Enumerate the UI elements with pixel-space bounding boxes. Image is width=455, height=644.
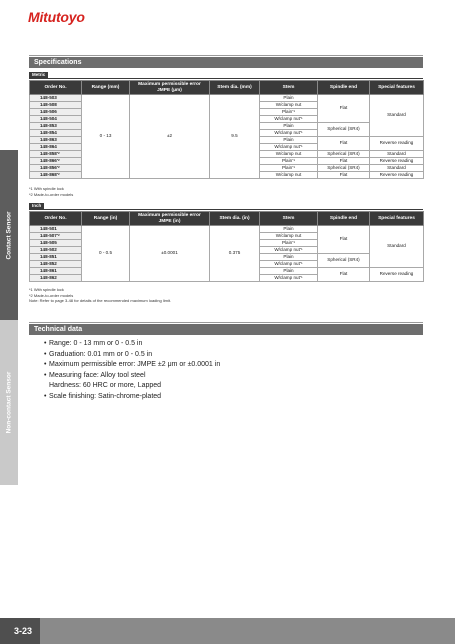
section-title-specifications: Specifications xyxy=(29,57,423,68)
table-row: 148-866$^{*2}$ Plain$^{*1}$ Flat Reverse reading xyxy=(30,158,424,165)
features-cell: Standard xyxy=(370,226,424,268)
stem-cell: Plain xyxy=(260,137,318,144)
range-cell: 0 - 0.5 xyxy=(82,226,130,282)
spindle-end-cell: Flat xyxy=(318,137,370,151)
col-stem: Stem xyxy=(260,81,318,95)
order-number: 148-862 xyxy=(40,274,57,280)
col-special-features: Special features xyxy=(370,81,424,95)
order-number: 148-508 xyxy=(40,101,57,107)
features-cell: Reverse reading xyxy=(370,158,424,165)
list-item: • Measuring face: Alloy tool steel xyxy=(44,371,146,379)
stem-cell: W/clamp nut$^{*1}$ xyxy=(260,130,318,137)
spindle-end-cell: Spherical (SR4) xyxy=(318,123,370,137)
range-cell: 0 - 13 xyxy=(82,95,130,179)
table-row: 148-856$^{*2}$ Plain$^{*1}$ Spherical (SR4) Standard xyxy=(30,165,424,172)
section-title-technical-data: Technical data xyxy=(29,324,423,335)
col-stem: Stem xyxy=(260,212,318,226)
list-item: • Range: 0 - 13 mm or 0 - 0.5 in xyxy=(44,340,143,347)
spindle-end-cell: Flat xyxy=(318,95,370,123)
features-cell: Standard xyxy=(370,165,424,172)
stem-cell: Plain$^{*1}$ xyxy=(260,158,318,165)
stem-cell: Plain$^{*1}$ xyxy=(260,109,318,116)
table-row xyxy=(30,226,424,233)
order-number: 148-502 xyxy=(40,246,57,252)
metric-divider xyxy=(29,78,423,79)
table-row xyxy=(30,95,424,102)
order-number: 148-868 xyxy=(40,171,57,177)
features-cell: Standard xyxy=(370,151,424,158)
stem-cell: Plain$^{*1}$ xyxy=(260,240,318,247)
col-order-no: Order No. xyxy=(30,212,82,226)
stem-cell: W/clamp nut xyxy=(260,102,318,109)
inch-footnotes: *1 With spindle lock *2 Made-to-order models Note: Refer to page 3-48 for details of the recommended maximum loading limit. xyxy=(29,287,172,303)
table-header-row xyxy=(30,212,424,226)
table-row: 148-868$^{*2}$ W/clamp nut Flat Reverse reading xyxy=(30,172,424,179)
spindle-end-cell: Flat xyxy=(318,268,370,282)
features-cell: Reverse reading xyxy=(370,268,424,282)
stem-cell: Plain xyxy=(260,123,318,130)
metric-spec-table xyxy=(29,80,424,179)
col-special-features: Special features xyxy=(370,212,424,226)
inch-spec-table xyxy=(29,211,424,282)
metric-footnotes: *1 With spindle lock *2 Made-to-order models xyxy=(29,186,74,197)
order-number: 148-504 xyxy=(40,115,57,121)
stem-cell: W/clamp nut xyxy=(260,151,318,158)
section-rule xyxy=(29,55,423,56)
stem-cell: Plain xyxy=(260,268,318,275)
stem-cell: W/clamp nut$^{*1}$ xyxy=(260,116,318,123)
col-order-no: Order No. xyxy=(30,81,82,95)
features-cell: Reverse reading xyxy=(370,172,424,179)
col-mpe: Maximum permissible error JMPE (in) xyxy=(130,212,210,226)
stem-cell: W/clamp nut xyxy=(260,233,318,240)
spindle-end-cell: Spherical (SR4) xyxy=(318,151,370,158)
stem-cell: W/clamp nut$^{*1}$ xyxy=(260,144,318,151)
stem-cell: Plain xyxy=(260,226,318,233)
order-number: 148-858 xyxy=(40,150,57,156)
stem-cell: W/clamp nut xyxy=(260,172,318,179)
order-number: 148-505 xyxy=(40,239,57,245)
stem-cell: W/clamp nut$^{*1}$ xyxy=(260,275,318,282)
stem-dia-cell: 0.375 xyxy=(210,226,260,282)
stem-cell: Plain xyxy=(260,254,318,261)
section-rule xyxy=(29,322,423,323)
order-number: 148-864 xyxy=(40,143,57,149)
spindle-end-cell: Flat xyxy=(318,172,370,179)
table-header-row xyxy=(30,81,424,95)
col-spindle-end: Spindle end xyxy=(318,81,370,95)
col-mpe: Maximum permissible error JMPE (μm) xyxy=(130,81,210,95)
order-number: 148-861 xyxy=(40,267,57,273)
order-number: 148-506 xyxy=(40,108,57,114)
spindle-end-cell: Flat xyxy=(318,158,370,165)
list-item: • Graduation: 0.01 mm or 0 - 0.5 in xyxy=(44,350,153,358)
list-item: • Scale finishing: Satin-chrome-plated xyxy=(44,392,162,400)
order-number: 148-851 xyxy=(40,253,57,259)
spindle-end-cell: Spherical (SR4) xyxy=(318,165,370,172)
order-number: 148-503 xyxy=(40,94,57,100)
order-number: 148-854 xyxy=(40,129,57,135)
table-row: 148-858$^{*2}$ W/clamp nut Spherical (SR4) Standard xyxy=(30,151,424,158)
col-spindle-end: Spindle end xyxy=(318,212,370,226)
table-row: 148-507$^{*2}$ W/clamp nut xyxy=(30,233,424,240)
stem-cell: W/clamp nut$^{*1}$ xyxy=(260,261,318,268)
order-number: 148-856 xyxy=(40,164,57,170)
spindle-end-cell: Spherical (SR4) xyxy=(318,254,370,268)
col-stem-dia: Stem dia. (mm) xyxy=(210,81,260,95)
inch-divider xyxy=(29,209,423,210)
col-stem-dia: Stem dia. (in) xyxy=(210,212,260,226)
inch-tag: Inch xyxy=(29,203,44,209)
side-tab-contact-sensor[interactable]: Contact Sensor xyxy=(0,150,18,320)
brand-logo: Mitutoyo xyxy=(28,9,85,25)
order-number: 148-866 xyxy=(40,157,57,163)
list-item: • Maximum permissible error: JMPE ±2 μm or ±0.0001 in xyxy=(44,361,221,368)
features-cell: Standard xyxy=(370,95,424,137)
order-number: 148-863 xyxy=(40,136,57,142)
page-number: 3-23 xyxy=(0,618,40,644)
order-number: 148-852 xyxy=(40,260,57,266)
technical-data-list xyxy=(44,339,220,402)
features-cell: Reverse reading xyxy=(370,137,424,151)
order-number: 148-507 xyxy=(40,232,57,238)
stem-dia-cell: 9.5 xyxy=(210,95,260,179)
side-tab-noncontact-sensor[interactable]: Non-contact Sensor xyxy=(0,320,18,485)
mpe-cell: ±2 xyxy=(130,95,210,179)
spindle-end-cell: Flat xyxy=(318,226,370,254)
page-footer xyxy=(0,618,455,644)
col-range: Range (mm) xyxy=(82,81,130,95)
order-number: 148-853 xyxy=(40,122,57,128)
metric-tag: Metric xyxy=(29,72,48,78)
stem-cell: Plain$^{*1}$ xyxy=(260,165,318,172)
col-range: Range (in) xyxy=(82,212,130,226)
order-number: 148-501 xyxy=(40,225,57,231)
stem-cell: Plain xyxy=(260,95,318,102)
mpe-cell: ±0.0001 xyxy=(130,226,210,282)
list-item: Hardness: 60 HRC or more, Lapped xyxy=(49,382,162,389)
stem-cell: W/clamp nut$^{*1}$ xyxy=(260,247,318,254)
